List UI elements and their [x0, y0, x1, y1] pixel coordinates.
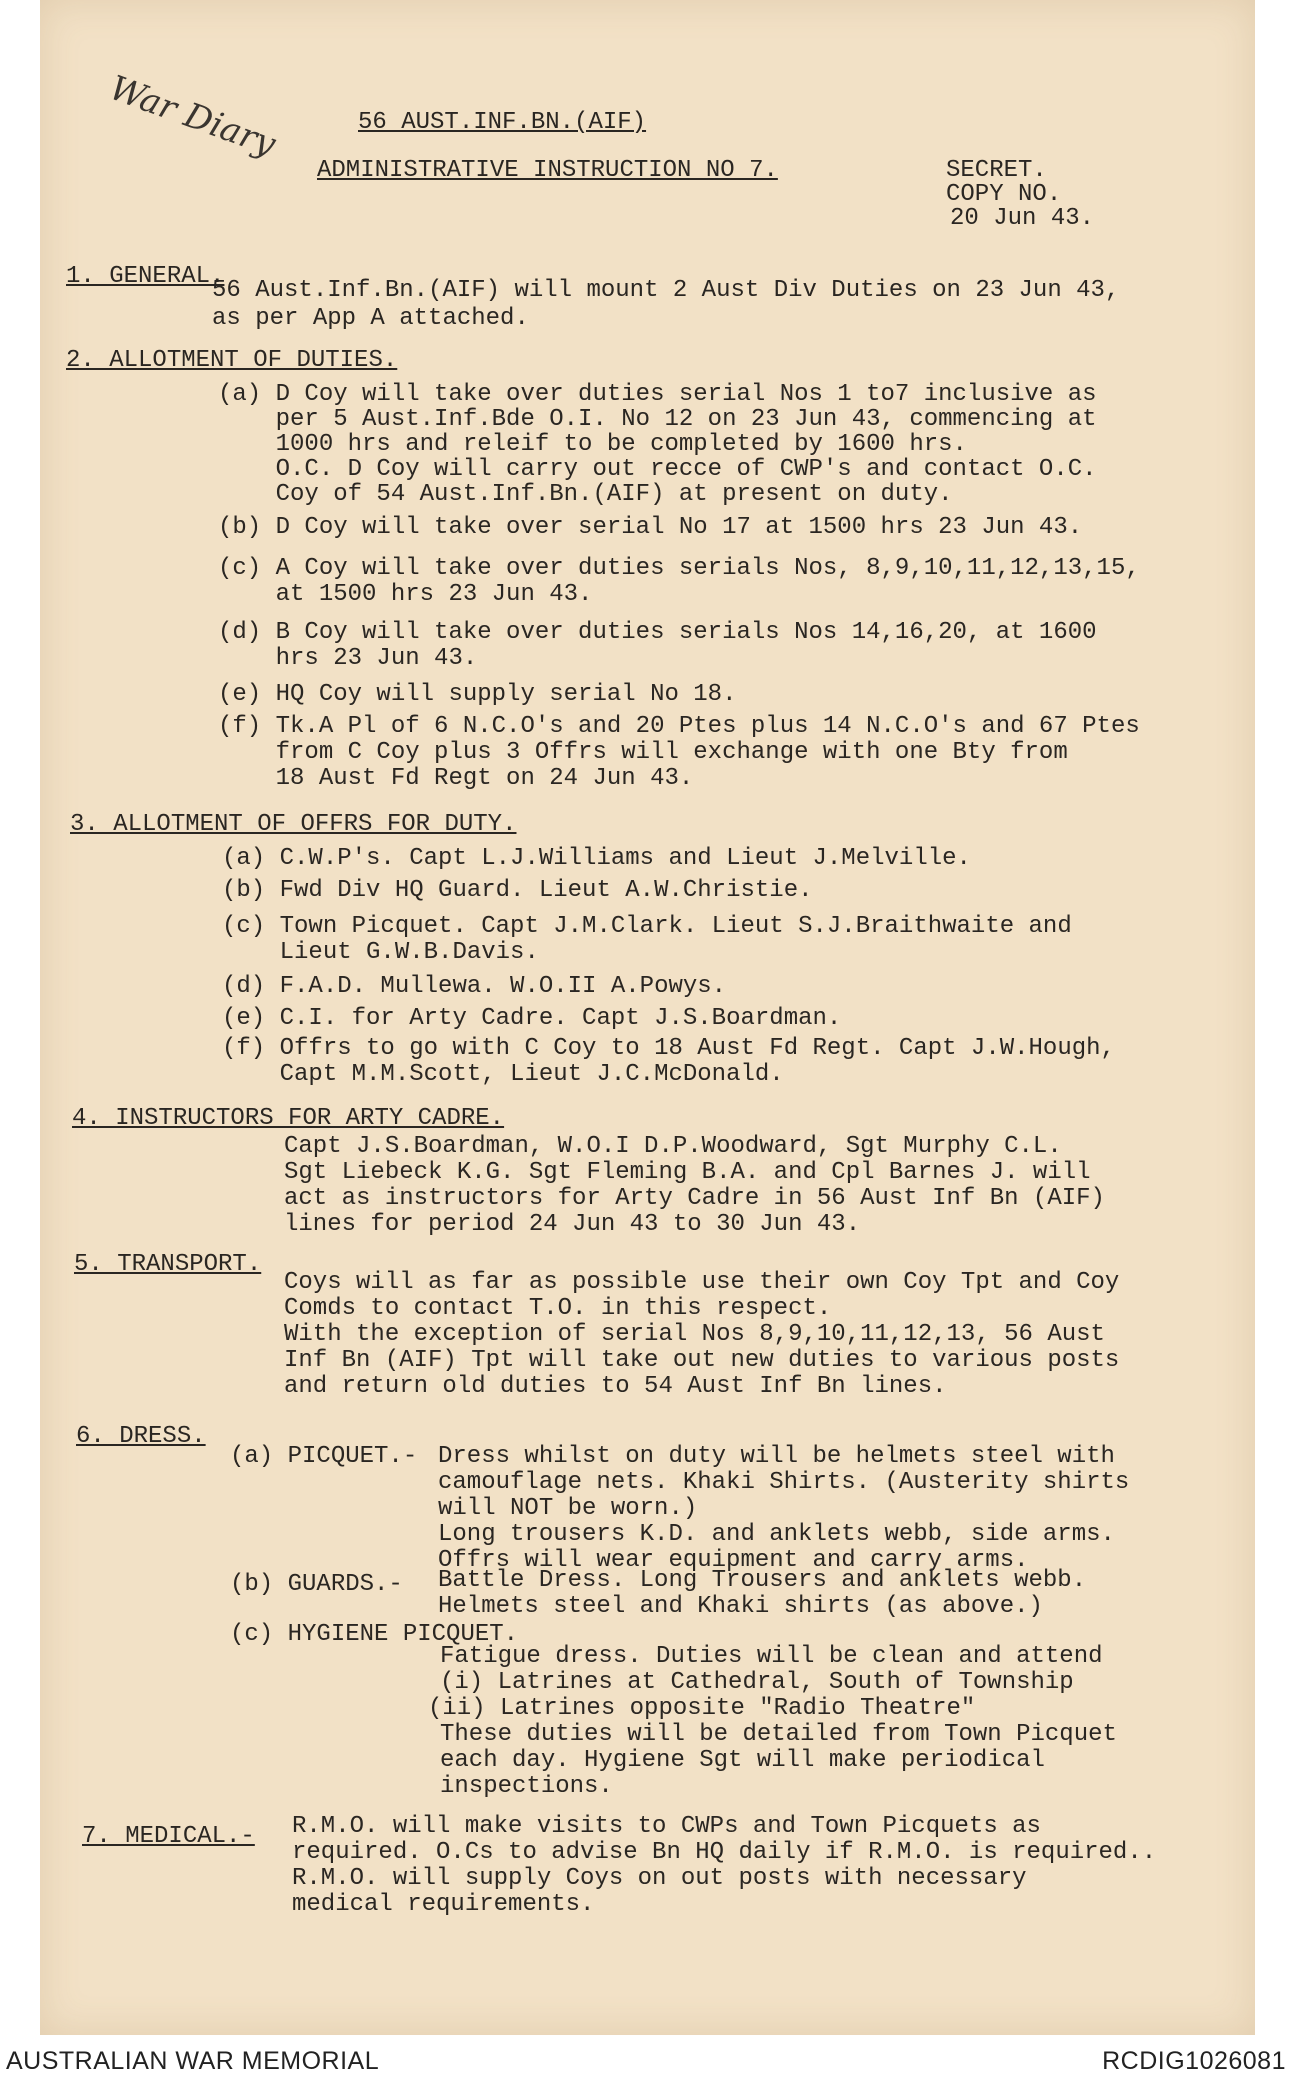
transport-line: Coys will as far as possible use their own Coy Tpt and Coy [284, 1269, 1120, 1296]
instructors-line: Capt J.S.Boardman, W.O.I D.P.Woodward, Sgt Murphy C.L. [284, 1133, 1062, 1160]
medical-line: R.M.O. will supply Coys on out posts with necessary [292, 1865, 1027, 1892]
duties-a-line: Coy of 54 Aust.Inf.Bn.(AIF) at present on duty. [218, 481, 953, 508]
footer-id: RCDIG1026081 [1102, 2047, 1286, 2075]
dress-picquet-line: Dress whilst on duty will be helmets steel with [438, 1443, 1115, 1470]
dress-guards-line: Helmets steel and Khaki shirts (as above.) [438, 1593, 1043, 1620]
duties-a-line: (a) D Coy will take over duties serial Nos 1 to7 inclusive as [218, 381, 1097, 408]
offrs-d-line: (d) F.A.D. Mullewa. W.O.II A.Powys. [222, 973, 727, 1000]
section-general-line: as per App A attached. [212, 305, 529, 332]
footer-source: AUSTRALIAN WAR MEMORIAL [6, 2047, 380, 2075]
dress-picquet-line: will NOT be worn.) [438, 1495, 698, 1522]
duties-a-line: 1000 hrs and releif to be completed by 1600 hrs. [218, 431, 967, 458]
unit-title: 56 AUST.INF.BN.(AIF) [358, 109, 647, 136]
duties-d-line: (d) B Coy will take over duties serials Nos 14,16,20, at 1600 [218, 619, 1097, 646]
offrs-c-line: (c) Town Picquet. Capt J.M.Clark. Lieut S.J.Braithwaite and [222, 913, 1072, 940]
dress-hygiene-line: each day. Hygiene Sgt will make periodical [440, 1747, 1045, 1774]
instructors-line: act as instructors for Arty Cadre in 56 Aust Inf Bn (AIF) [284, 1185, 1105, 1212]
instructors-line: Sgt Liebeck K.G. Sgt Fleming B.A. and Cpl Barnes J. will [284, 1159, 1091, 1186]
medical-line: R.M.O. will make visits to CWPs and Town Picquets as [292, 1813, 1041, 1840]
transport-line: Inf Bn (AIF) Tpt will take out new duties to various posts [284, 1347, 1120, 1374]
dress-hygiene-line: Fatigue dress. Duties will be clean and attend [440, 1643, 1103, 1670]
offrs-e-line: (e) C.I. for Arty Cadre. Capt J.S.Boardman. [222, 1005, 842, 1032]
dress-guards-label: (b) GUARDS.- [230, 1571, 403, 1598]
duties-f-line: (f) Tk.A Pl of 6 N.C.O's and 20 Ptes plus 14 N.C.O's and 67 Ptes [218, 713, 1140, 740]
section-general-heading: 1. GENERAL. [66, 263, 225, 290]
duties-a-line: O.C. D Coy will carry out recce of CWP's and contact O.C. [218, 456, 1097, 483]
dress-picquet-line: Offrs will wear equipment and carry arms. [438, 1547, 1029, 1574]
dress-hygiene-line: (i) Latrines at Cathedral, South of Township [440, 1669, 1074, 1696]
dress-hygiene-line: (ii) Latrines opposite "Radio Theatre" [428, 1695, 976, 1722]
instruction-title: ADMINISTRATIVE INSTRUCTION NO 7. [317, 157, 778, 184]
transport-line: Comds to contact T.O. in this respect. [284, 1295, 832, 1322]
offrs-c-line: Lieut G.W.B.Davis. [222, 939, 539, 966]
transport-line: With the exception of serial Nos 8,9,10,11,12,13, 56 Aust [284, 1321, 1105, 1348]
offrs-f-line: Capt M.M.Scott, Lieut J.C.McDonald. [222, 1061, 784, 1088]
duties-a-line: per 5 Aust.Inf.Bde O.I. No 12 on 23 Jun 43, commencing at [218, 406, 1097, 433]
duties-d-line: hrs 23 Jun 43. [218, 645, 478, 672]
medical-line: medical requirements. [292, 1891, 595, 1918]
section-offrs-heading: 3. ALLOTMENT OF OFFRS FOR DUTY. [70, 811, 517, 838]
dress-hygiene-line: These duties will be detailed from Town Picquet [440, 1721, 1117, 1748]
section-transport-heading: 5. TRANSPORT. [74, 1251, 262, 1278]
offrs-a-line: (a) C.W.P's. Capt L.J.Williams and Lieut J.Melville. [222, 845, 971, 872]
section-medical-heading: 7. MEDICAL.- [82, 1823, 255, 1850]
copy-no: COPY NO. [946, 181, 1062, 208]
handwritten-note: War Diary [104, 68, 281, 165]
duties-c-line: at 1500 hrs 23 Jun 43. [218, 581, 593, 608]
duties-f-line: 18 Aust Fd Regt on 24 Jun 43. [218, 765, 694, 792]
dress-picquet-line: camouflage nets. Khaki Shirts. (Austerity shirts [438, 1469, 1130, 1496]
duties-e-line: (e) HQ Coy will supply serial No 18. [218, 681, 737, 708]
offrs-f-line: (f) Offrs to go with C Coy to 18 Aust Fd Regt. Capt J.W.Hough, [222, 1035, 1115, 1062]
section-dress-heading: 6. DRESS. [76, 1423, 206, 1450]
dress-hygiene-label: (c) HYGIENE PICQUET. [230, 1621, 519, 1648]
offrs-b-line: (b) Fwd Div HQ Guard. Lieut A.W.Christie. [222, 877, 813, 904]
dress-hygiene-line: inspections. [440, 1773, 613, 1800]
section-general-line: 56 Aust.Inf.Bn.(AIF) will mount 2 Aust Div Duties on 23 Jun 43, [212, 277, 1120, 304]
dress-picquet-label: (a) PICQUET.- [230, 1443, 418, 1470]
duties-c-line: (c) A Coy will take over duties serials Nos, 8,9,10,11,12,13,15, [218, 555, 1140, 582]
section-instructors-heading: 4. INSTRUCTORS FOR ARTY CADRE. [72, 1105, 505, 1132]
dress-picquet-line: Long trousers K.D. and anklets webb, side arms. [438, 1521, 1115, 1548]
classification: SECRET. [946, 157, 1047, 184]
duties-b-line: (b) D Coy will take over serial No 17 at 1500 hrs 23 Jun 43. [218, 514, 1083, 541]
section-duties-heading: 2. ALLOTMENT OF DUTIES. [66, 347, 398, 374]
medical-line: required. O.Cs to advise Bn HQ daily if R.M.O. is required.. [292, 1839, 1157, 1866]
transport-line: and return old duties to 54 Aust Inf Bn lines. [284, 1373, 947, 1400]
dress-guards-line: Battle Dress. Long Trousers and anklets webb. [438, 1567, 1087, 1594]
instructors-line: lines for period 24 Jun 43 to 30 Jun 43. [284, 1211, 861, 1238]
document-date: 20 Jun 43. [950, 205, 1095, 232]
duties-f-line: from C Coy plus 3 Offrs will exchange with one Bty from [218, 739, 1068, 766]
